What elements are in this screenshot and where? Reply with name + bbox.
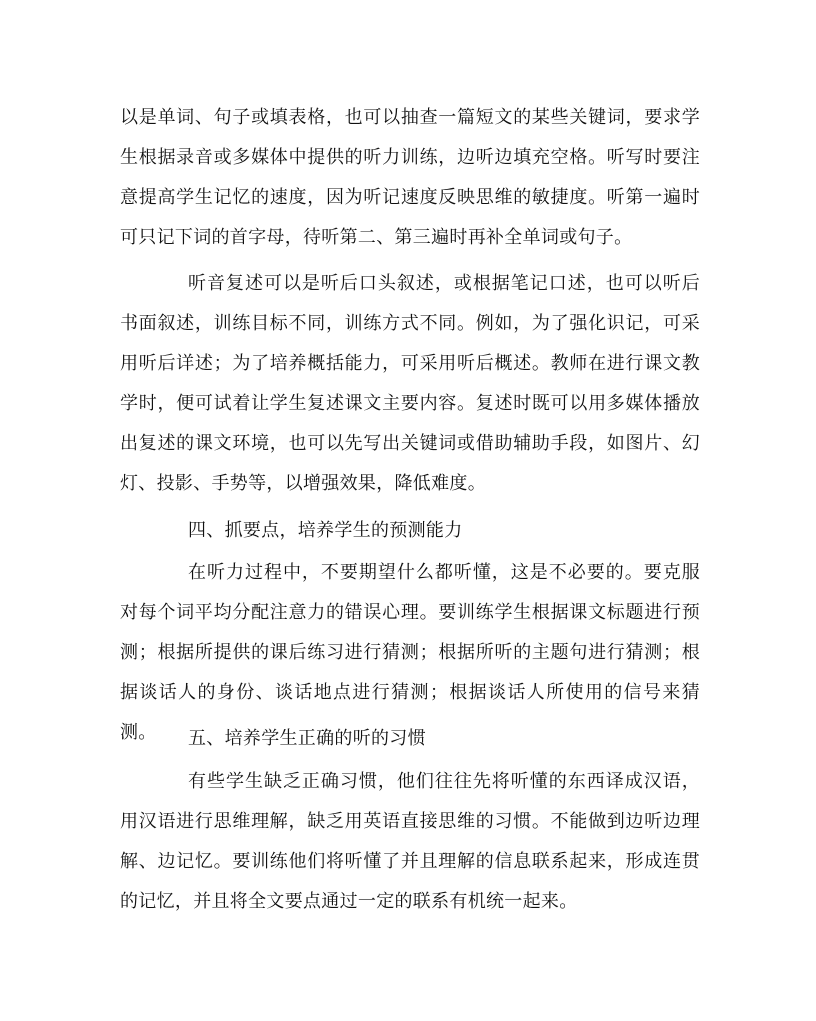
paragraph-dictation: 以是单词、句子或填表格，也可以抽查一篇短文的某些关键词，要求学生根据录音或多媒体中提供的听力训练，边听边填充空格。听写时要注意提高学生记忆的速度，因为听记速度反映思维的敏捷度。听第一遍时可只记下词的首字母，待听第二、第三遍时再补全单词或句子。 [120,107,700,248]
section-heading-4: 四、抓要点，培养学生的预测能力 [188,520,463,541]
paragraph-listening-habits: 有些学生缺乏正确习惯，他们往往先将听懂的东西译成汉语，用汉语进行思维理解，缺乏用英语直接思维的习惯。不能做到边听边理解、边记忆。要训练他们将听懂了并且理解的信息联系起来，形成连贯的记忆，并且将全文要点通过一定的联系有机统一起来。 [120,771,700,912]
paragraph-retelling: 听音复述可以是听后口头叙述，或根据笔记口述，也可以听后书面叙述，训练目标不同，训练方式不同。例如，为了强化识记，可采用听后详述；为了培养概括能力，可采用听后概述。教师在进行课文教学时，便可试着让学生复述课文主要内容。复述时既可以用多媒体播放出复述的课文环境，也可以先写出关键词或借助辅助手段，如图片、幻灯、投影、手势等，以增强效果，降低难度。 [120,273,700,494]
paragraph-prediction: 在听力过程中，不要期望什么都听懂，这是不必要的。要克服对每个词平均分配注意力的错误心理。要训练学生根据课文标题进行预测；根据所提供的课后练习进行猜测；根据所听的主题句进行猜测；根据谈话人的身份、谈话地点进行猜测；根据谈话人所使用的信号来猜测。 [120,562,700,743]
section-heading-5: 五、培养学生正确的听的习惯 [188,728,426,749]
